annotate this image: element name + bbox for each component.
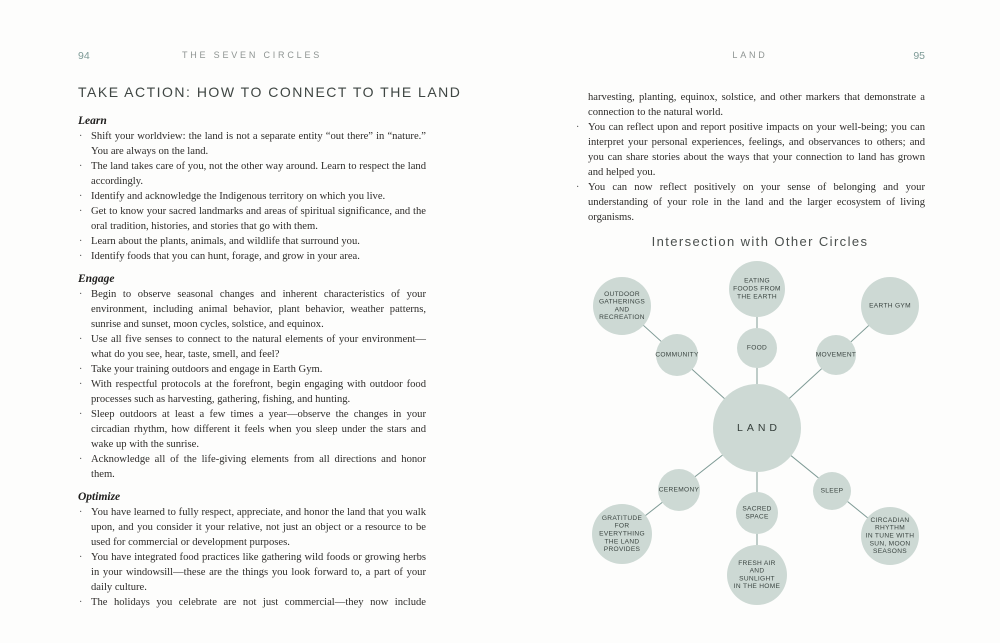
- bullet-item: [78, 159, 426, 189]
- label-fresh-air-and-sunlight-in-the-home: FRESH AIR AND SUNLIGHT IN THE HOME: [733, 559, 781, 591]
- label-community: COMMUNITY: [655, 351, 699, 359]
- bullet-text: The holidays you celebrate are not just commercial—they now include: [91, 597, 426, 608]
- label-outdoor-gatherings-and-recreation: OUTDOOR GATHERINGS AND RECREATION: [598, 290, 646, 322]
- bullet-marker-icon: ·: [576, 122, 580, 133]
- bullet-text: Shift your worldview: the land is not a separate entity “out there” in “nature.” You are always on the land.: [91, 131, 426, 157]
- bullet-text: You can now reflect positively on your sense of belonging and your understanding of your role in the land and the larger ecosystem of living organisms.: [588, 182, 925, 223]
- bullet-marker-icon: ·: [79, 161, 83, 172]
- bullet-item: [575, 120, 925, 180]
- right-running-head: LAND: [732, 50, 768, 60]
- bullet-marker-icon: ·: [79, 289, 83, 300]
- section-heading: Optimize: [78, 491, 121, 503]
- section-learn: [78, 114, 426, 264]
- bullet-item: [78, 452, 426, 482]
- bullet-text: Sleep outdoors at least a few times a year—observe the changes in your circadian rhythm, how different it feels when you sleep under the stars and wake up with the sunrise.: [91, 409, 426, 450]
- bullet-item: [78, 129, 426, 159]
- bullet-item: [78, 287, 426, 332]
- diagram-title: Intersection with Other Circles: [651, 234, 869, 249]
- right-page: [575, 50, 925, 225]
- label-sacred-space: SACRED SPACE: [742, 505, 772, 521]
- bullet-marker-icon: ·: [576, 182, 580, 193]
- left-sections: [78, 114, 426, 610]
- label-movement: MOVEMENT: [815, 351, 857, 359]
- label-gratitude-for-everything-the-land-provides: GRATITUDE FOR EVERYTHING THE LAND PROVIDES: [599, 514, 645, 554]
- bullet-item: [78, 595, 426, 610]
- section-heading: Engage: [78, 273, 115, 285]
- bullet-item: [78, 550, 426, 595]
- bullet-marker-icon: ·: [79, 191, 83, 202]
- section-engage: [78, 272, 426, 482]
- bullet-item: [78, 189, 426, 204]
- bullet-item: [78, 407, 426, 452]
- label-land: LAND: [736, 422, 782, 434]
- left-page-header: [78, 50, 426, 62]
- bullet-text: You have integrated food practices like gathering wild foods or growing herbs in your windowsill—these are the things you look forward to, a part of your daily culture.: [91, 552, 426, 593]
- bullet-item: [78, 377, 426, 407]
- label-earth-gym: EARTH GYM: [869, 302, 911, 310]
- label-sleep: SLEEP: [820, 487, 844, 495]
- bullet-item: [78, 204, 426, 234]
- bullet-marker-icon: ·: [79, 507, 83, 518]
- label-eating-foods-from-the-earth: EATING FOODS FROM THE EARTH: [733, 277, 781, 301]
- bullet-marker-icon: ·: [79, 251, 83, 262]
- bullet-marker-icon: ·: [79, 236, 83, 247]
- bullet-marker-icon: ·: [79, 597, 83, 608]
- bullet-text: Begin to observe seasonal changes and inherent characteristics of your environment, including animal behavior, plant behavior, weather patterns, sunrise and sunset, moon cycles, solstice, and equinox.: [91, 289, 426, 330]
- left-running-head: THE SEVEN CIRCLES: [181, 50, 323, 60]
- bullet-text: Acknowledge all of the life-giving elements from all directions and honor them.: [91, 454, 426, 480]
- bullet-text: With respectful protocols at the forefront, begin engaging with outdoor food processes such as harvesting, gathering, fishing, and hunting.: [91, 379, 426, 405]
- section-heading: Learn: [78, 115, 107, 127]
- bullet-text: Learn about the plants, animals, and wildlife that surround you.: [91, 236, 360, 247]
- bullet-text: Take your training outdoors and engage in Earth Gym.: [91, 364, 323, 375]
- bullet-item: [78, 332, 426, 362]
- bullet-item: [78, 249, 426, 264]
- bullet-marker-icon: ·: [79, 379, 83, 390]
- bullet-marker-icon: ·: [79, 364, 83, 375]
- bullet-item: [78, 505, 426, 550]
- chapter-title: TAKE ACTION: HOW TO CONNECT TO THE LAND: [78, 84, 462, 100]
- left-page-number: 94: [78, 50, 90, 62]
- bullet-text: Use all five senses to connect to the natural elements of your environment—what do you see, hear, taste, smell, and feel?: [91, 334, 426, 360]
- bullet-text: Identify and acknowledge the Indigenous territory on which you live.: [91, 191, 386, 202]
- bullet-item: [78, 362, 426, 377]
- right-body: [575, 90, 925, 225]
- left-page: [78, 50, 462, 610]
- bullet-text: Identify foods that you can hunt, forage, and grow in your area.: [91, 251, 360, 262]
- label-food: FOOD: [746, 344, 768, 352]
- bullet-item: [78, 234, 426, 249]
- label-circadian-rhythm: CIRCADIAN RHYTHM IN TUNE WITH SUN, MOON SEASONS: [865, 516, 915, 556]
- bullet-text: The land takes care of you, not the other way around. Learn to respect the land accordingly.: [91, 161, 426, 187]
- bullet-marker-icon: ·: [79, 409, 83, 420]
- bullet-text: You can reflect upon and report positive impacts on your well-being; you can interpret your personal experiences, feelings, and observances to others; and you can share stories about the ways that your connection to land has grown and helped you.: [588, 122, 925, 178]
- bullet-marker-icon: ·: [79, 552, 83, 563]
- bullet-marker-icon: ·: [79, 206, 83, 217]
- bullet-marker-icon: ·: [79, 454, 83, 465]
- intersection-diagram: [575, 250, 945, 615]
- bullet-text: Get to know your sacred landmarks and areas of spiritual significance, and the oral tradition, histories, and stories that go with them.: [91, 206, 426, 232]
- section-optimize: [78, 490, 426, 610]
- bullet-marker-icon: ·: [79, 131, 83, 142]
- right-page-number: 95: [913, 50, 925, 62]
- right-page-header: [575, 50, 925, 62]
- label-ceremony: CEREMONY: [658, 486, 700, 494]
- continuation-paragraph: harvesting, planting, equinox, solstice, and other markers that demonstrate a connection to the natural world.: [588, 92, 925, 118]
- bullet-marker-icon: ·: [79, 334, 83, 345]
- bullet-item: [575, 180, 925, 225]
- bullet-text: You have learned to fully respect, appreciate, and honor the land that you walk upon, and you consider it your relative, not just an object or a resource to be used for commercial or development purposes.: [91, 507, 426, 548]
